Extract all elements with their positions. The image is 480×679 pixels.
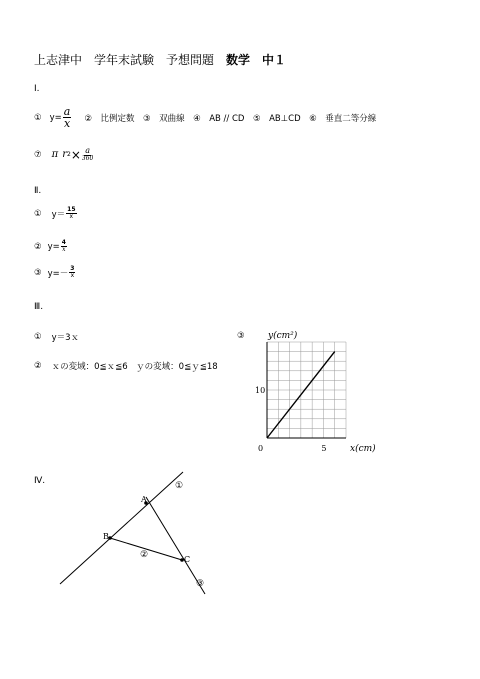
x-axis-label: x(cm)	[350, 444, 376, 454]
label-a: A	[141, 495, 147, 504]
graph-number-label: ③	[237, 331, 245, 341]
section-1-label: Ⅰ.	[34, 84, 40, 94]
fraction-3-over-x: $\frac{3}{x}$	[70, 265, 75, 279]
label-c: C	[184, 555, 191, 564]
label-b: B	[103, 532, 109, 541]
fraction-15-over-x: $\frac{15}{x}$	[67, 206, 76, 220]
geometry-diagram	[40, 462, 230, 612]
fraction-a-over-360: $\frac{a}{360}$	[81, 146, 94, 162]
x-tick-label-0: 0	[258, 444, 264, 453]
fraction-a-over-x: $\frac{a}{x}$	[63, 105, 71, 130]
proportion-graph	[250, 328, 400, 460]
fraction-4-over-x: $\frac{4}{x}$	[61, 239, 66, 253]
section-2-label: Ⅱ.	[34, 186, 42, 196]
page-title: 上志津中 学年末試験 予想問題 数学 中１	[34, 53, 287, 67]
answer-line-3-2: ② ｘの変域：0≦ｘ≦6 ｙの変域：0≦ｙ≦18	[34, 361, 218, 372]
answer-line-1-1: ① y= $\frac{a}{x}$ ② 比例定数 ③ 双曲線 ④ AB // CD ⑤ AB⊥CD ⑥ 垂直二等分線	[34, 105, 377, 130]
mark-1: ①	[175, 481, 184, 491]
answer-line-2-2: ② y= $\frac{4}{x}$	[34, 239, 66, 253]
section-3-label: Ⅲ.	[34, 302, 44, 312]
answer-line-1-7: ⑦ π r 2 × $\frac{a}{360}$	[34, 146, 94, 162]
section-4-label: Ⅳ.	[34, 476, 46, 486]
mark-2: ②	[140, 550, 149, 560]
answer-line-3-1: ① y＝3ｘ	[34, 332, 80, 343]
y-tick-label-10: 10	[255, 386, 266, 395]
mark-3: ③	[196, 579, 205, 589]
answer-line-2-1: ① y＝ $\frac{15}{x}$	[34, 206, 76, 220]
x-tick-label-5: 5	[321, 444, 327, 453]
y-axis-label: y(cm²)	[268, 331, 298, 341]
answer-line-2-3: ③ y=－ $\frac{3}{x}$	[34, 265, 75, 279]
